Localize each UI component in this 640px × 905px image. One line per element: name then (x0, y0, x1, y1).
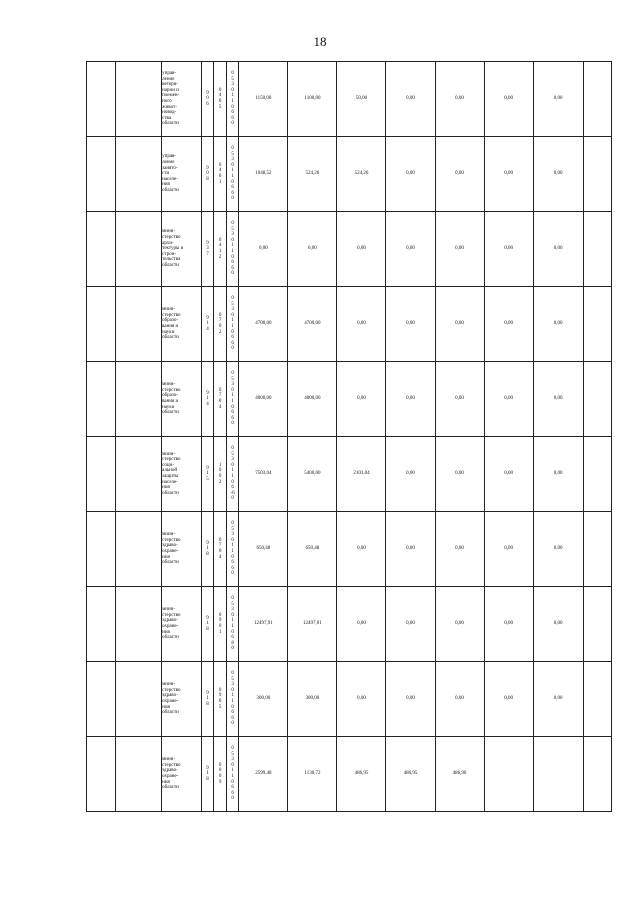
table-row (87, 137, 612, 212)
org-name-cell: мини- стерство здраво- охране- ния области (162, 737, 202, 812)
org-name-cell: мини- стерство здраво- охране- ния области (162, 512, 202, 587)
amount-cell: 0,00 (337, 212, 386, 287)
amount-cell: 0,00 (337, 662, 386, 737)
org-name-cell: мини- стерство образо- вания и науки области (162, 362, 202, 437)
grbs-code-cell: 9 1 4 (201, 287, 214, 362)
section-code-cell: 0 7 0 2 (214, 287, 227, 362)
blank-cell (87, 212, 116, 287)
amount-cell: 50,00 (337, 62, 386, 137)
section-code-cell: 0 7 0 4 (214, 362, 227, 437)
amount-cell: 0,00 (435, 62, 484, 137)
blank-cell (583, 662, 611, 737)
org-name-cell: управ- ление ветери- нарии и племен- ного живот- новод- ства области (162, 62, 202, 137)
amount-cell: 0,00 (435, 662, 484, 737)
table-row (87, 362, 612, 437)
amount-cell: 1100,00 (288, 62, 337, 137)
section-code-cell: 0 4 1 2 (214, 212, 227, 287)
amount-cell: 4000,00 (239, 362, 288, 437)
blank-cell (87, 437, 116, 512)
blank-cell (87, 662, 116, 737)
amount-cell: 0,00 (435, 137, 484, 212)
target-code-cell: 0 5 3 0 1 1 0 6 6 0 (226, 512, 239, 587)
section-code-cell: 0 7 0 4 (214, 512, 227, 587)
target-code-cell: 0 5 3 0 1 1 0 6 6 0 (226, 362, 239, 437)
blank-cell (87, 362, 116, 437)
blank-cell (583, 587, 611, 662)
target-code-cell: 0 5 3 0 1 1 0 6 6 0 (226, 287, 239, 362)
amount-cell: 4700,00 (288, 287, 337, 362)
budget-table (86, 61, 612, 812)
amount-cell: 0,00 (386, 287, 435, 362)
amount-cell: 0,00 (435, 512, 484, 587)
amount-cell: 0,00 (533, 362, 583, 437)
blank-cell (116, 137, 162, 212)
amount-cell: 1048,52 (239, 137, 288, 212)
amount-cell: 0,00 (435, 212, 484, 287)
amount-cell: 0,00 (484, 587, 533, 662)
grbs-code-cell: 9 1 8 (201, 587, 214, 662)
blank-cell (583, 137, 611, 212)
grbs-code-cell: 9 1 8 (201, 512, 214, 587)
amount-cell: 0,00 (484, 662, 533, 737)
section-code-cell: 0 4 0 1 (214, 137, 227, 212)
amount-cell: 12497,91 (239, 587, 288, 662)
amount-cell: 0,00 (435, 287, 484, 362)
amount-cell: 486,90 (435, 737, 484, 812)
blank-cell (87, 512, 116, 587)
amount-cell: 0,00 (435, 362, 484, 437)
org-name-cell: мини- стерство здраво- охране- ния области (162, 662, 202, 737)
blank-cell (87, 287, 116, 362)
target-code-cell: 0 5 3 0 1 1 0 6 6 0 (226, 662, 239, 737)
grbs-code-cell: 9 1 8 (201, 737, 214, 812)
blank-cell (116, 587, 162, 662)
amount-cell: 5400,00 (288, 437, 337, 512)
amount-cell: 0,00 (533, 287, 583, 362)
amount-cell: 0,00 (337, 512, 386, 587)
amount-cell: 7503,04 (239, 437, 288, 512)
amount-cell: 486,95 (337, 737, 386, 812)
blank-cell (87, 587, 116, 662)
amount-cell: 0,00 (386, 137, 435, 212)
blank-cell (116, 212, 162, 287)
grbs-code-cell: 9 1 8 (201, 662, 214, 737)
amount-cell: 0,00 (533, 137, 583, 212)
table-row (87, 737, 612, 812)
amount-cell: 0,00 (386, 437, 435, 512)
amount-cell: 0,00 (337, 587, 386, 662)
blank-cell (87, 737, 116, 812)
org-name-cell: мини- стерство образо- вания и науки области (162, 287, 202, 362)
amount-cell: 0,00 (533, 512, 583, 587)
amount-cell: 486,95 (386, 737, 435, 812)
amount-cell (484, 737, 533, 812)
target-code-cell: 0 5 3 0 1 1 0 6 6 0 (226, 137, 239, 212)
blank-cell (583, 62, 611, 137)
target-code-cell: 0 5 3 0 1 1 0 6 6 0 (226, 737, 239, 812)
blank-cell (116, 62, 162, 137)
org-name-cell: управ- ление занято- сти населе- ния области (162, 137, 202, 212)
amount-cell: 0,00 (386, 362, 435, 437)
amount-cell: 0,00 (239, 212, 288, 287)
amount-cell: 0,00 (484, 287, 533, 362)
amount-cell: 0,00 (484, 137, 533, 212)
table-row (87, 62, 612, 137)
org-name-cell: мини- стерство соци- альной защиты населе- ния области (162, 437, 202, 512)
grbs-code-cell: 9 0 8 (201, 137, 214, 212)
grbs-code-cell: 9 0 6 (201, 62, 214, 137)
blank-cell (583, 212, 611, 287)
blank-cell (116, 737, 162, 812)
table-row (87, 287, 612, 362)
amount-cell: 0,00 (386, 662, 435, 737)
amount-cell: 650,48 (288, 512, 337, 587)
amount-cell: 0,00 (533, 662, 583, 737)
blank-cell (116, 662, 162, 737)
blank-cell (116, 287, 162, 362)
target-code-cell: 0 5 3 0 1 1 0 6 8 0 (226, 587, 239, 662)
amount-cell: 2103,04 (337, 437, 386, 512)
table-row (87, 212, 612, 287)
target-code-cell: 0 5 3 0 1 1 0 6 6 0 (226, 212, 239, 287)
blank-cell (116, 512, 162, 587)
table-row (87, 662, 612, 737)
amount-cell: 1130,72 (288, 737, 337, 812)
org-name-cell: мини- стерство здраво- охране- ния области (162, 587, 202, 662)
amount-cell: 300,00 (288, 662, 337, 737)
amount-cell: 524,26 (337, 137, 386, 212)
section-code-cell: 0 9 0 5 (214, 662, 227, 737)
table-row (87, 587, 612, 662)
blank-cell (583, 362, 611, 437)
amount-cell: 0,00 (484, 212, 533, 287)
blank-cell (87, 137, 116, 212)
table-row (87, 437, 612, 512)
amount-cell: 524,26 (288, 137, 337, 212)
blank-cell (583, 287, 611, 362)
amount-cell: 0,00 (484, 362, 533, 437)
table-body (87, 62, 612, 812)
table-row (87, 512, 612, 587)
section-code-cell: 1 0 0 2 (214, 437, 227, 512)
amount-cell (533, 737, 583, 812)
org-name-cell: мини- стерство архи- тектуры и строи- тельства области (162, 212, 202, 287)
amount-cell: 0,00 (533, 212, 583, 287)
amount-cell: 650,48 (239, 512, 288, 587)
blank-cell (116, 437, 162, 512)
amount-cell: 0,00 (484, 512, 533, 587)
amount-cell: 12497,01 (288, 587, 337, 662)
amount-cell: 1150,00 (239, 62, 288, 137)
amount-cell: 0,00 (435, 587, 484, 662)
blank-cell (583, 437, 611, 512)
amount-cell: 4700,00 (239, 287, 288, 362)
amount-cell: 0,00 (533, 587, 583, 662)
amount-cell: 0,00 (288, 212, 337, 287)
amount-cell: 0,00 (533, 62, 583, 137)
amount-cell: 0,00 (386, 587, 435, 662)
section-code-cell: 0 0 0 9 (214, 737, 227, 812)
amount-cell: 0,00 (337, 362, 386, 437)
amount-cell: 4000,00 (288, 362, 337, 437)
amount-cell: 0,00 (435, 437, 484, 512)
grbs-code-cell: 9 3 7 (201, 212, 214, 287)
grbs-code-cell: 9 1 4 (201, 362, 214, 437)
section-code-cell: 0 9 0 1 (214, 587, 227, 662)
amount-cell: 0,00 (484, 437, 533, 512)
blank-cell (583, 512, 611, 587)
amount-cell: 0,00 (386, 62, 435, 137)
target-code-cell: 0 5 3 0 1 1 0 6 -6 0 (226, 437, 239, 512)
amount-cell: 0,00 (484, 62, 533, 137)
blank-cell (87, 62, 116, 137)
amount-cell: 0,00 (337, 287, 386, 362)
amount-cell: 2599,48 (239, 737, 288, 812)
amount-cell: 0,00 (533, 437, 583, 512)
amount-cell: 0,00 (386, 212, 435, 287)
target-code-cell: 0 5 3 0 1 1 0 6 6 0 (226, 62, 239, 137)
section-code-cell: 0 4 0 5 (214, 62, 227, 137)
page-number: 18 (313, 34, 327, 49)
blank-cell (583, 737, 611, 812)
amount-cell: 0,00 (386, 512, 435, 587)
amount-cell: 300,00 (239, 662, 288, 737)
blank-cell (116, 362, 162, 437)
grbs-code-cell: 9 1 5 (201, 437, 214, 512)
